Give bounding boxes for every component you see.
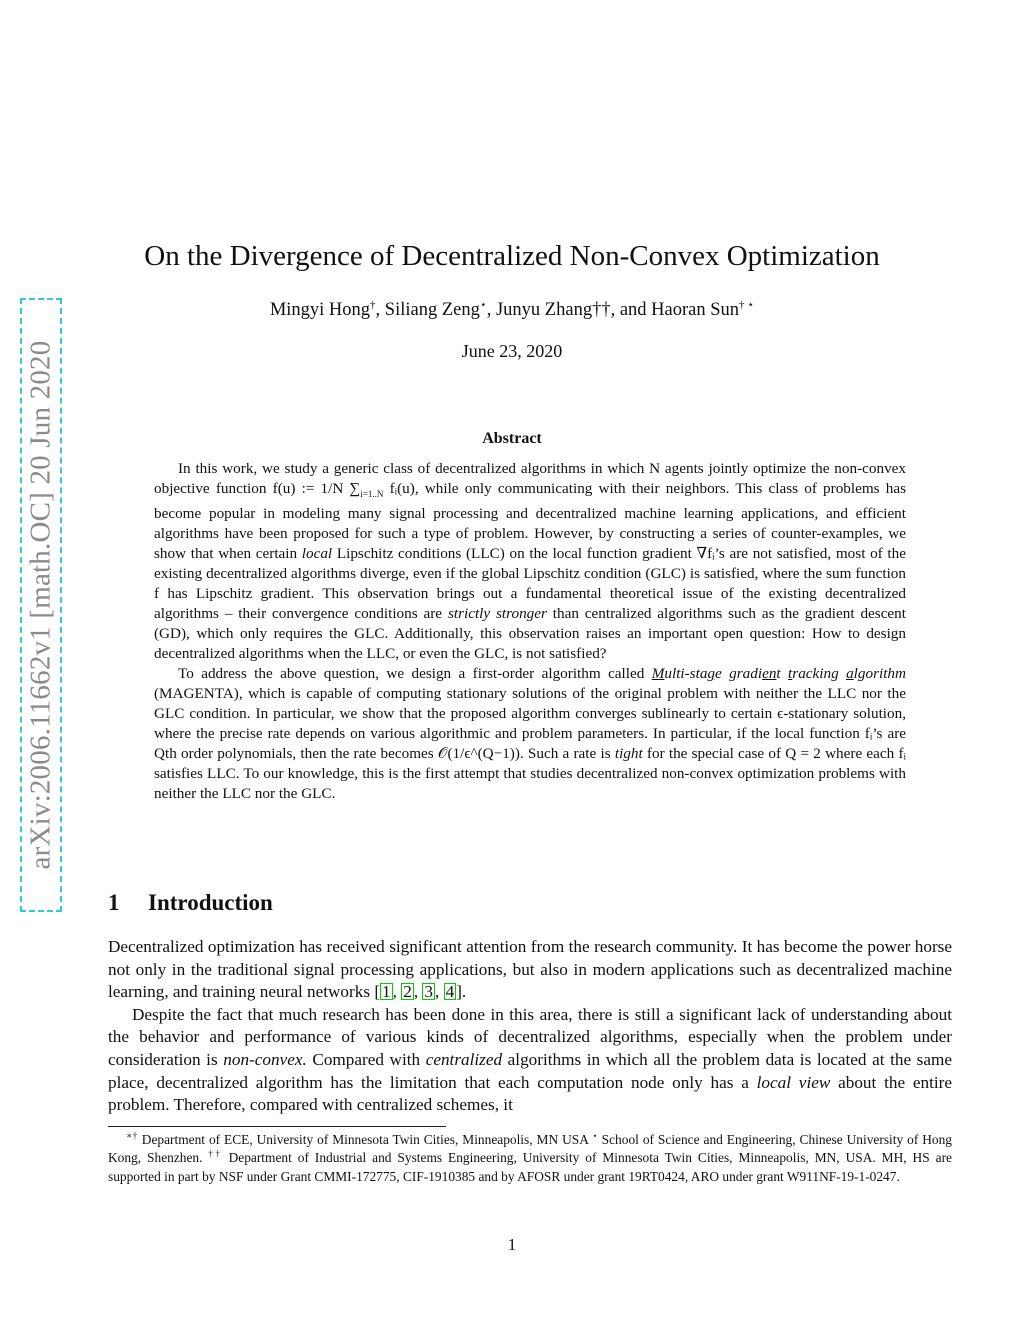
emphasis: tight xyxy=(614,745,643,763)
algorithm-name: Multi-stage gradient tracking algorithm xyxy=(651,665,906,683)
emphasis: local view xyxy=(756,1072,831,1092)
author-name: Siliang Zeng xyxy=(384,300,480,320)
footnote-mark: †† xyxy=(208,1148,223,1159)
citation-link[interactable]: 4 xyxy=(445,982,455,1002)
footnote: ∗† Department of ECE, University of Minnesota Twin Cities, Minneapolis, MN USA ⋆ School of Science and Engineering, Chinese University of Hong Kong, Shenzhen. †† Department of Industrial and Systems Engineering, University of Minnesota Twin Cities, Minneapolis, MN, USA. MH, HS are supported in part by NSF under Grant CMMI-172775, CIF-1910385 and by AFOSR under grant 19RT0424, ARO under grant W911NF-19-1-0247. xyxy=(108,1130,952,1184)
abstract-body xyxy=(154,459,906,804)
abstract-heading: Abstract xyxy=(482,430,542,447)
author-name: Mingyi Hong xyxy=(269,300,371,320)
paper-title: On the Divergence of Decentralized Non-Convex Optimization xyxy=(144,240,880,272)
citation-link[interactable]: 3 xyxy=(424,982,434,1002)
body-paragraph: Despite the fact that much research has been done in this area, there is still a significant lack of understanding about the behavior and performance of various kinds of decentralized algorithms, especially when the problem under consideration is non-convex. Compared with centralized algorithms in which all the problem data is located at the same place, decentralized algorithm has the limitation that each computation node only has a local view about the entire problem. Therefore, compared with centralized schemes, it xyxy=(108,1004,952,1115)
emphasis: centralized xyxy=(425,1049,503,1069)
introduction-body xyxy=(108,936,952,1117)
sum-limits: i=1..N xyxy=(360,489,384,500)
emphasis: non-convex. xyxy=(223,1049,307,1069)
emphasis: strictly stronger xyxy=(447,605,547,623)
section-heading xyxy=(108,890,273,916)
citation-link[interactable]: 2 xyxy=(403,982,412,1002)
affiliation-mark: † xyxy=(370,298,376,311)
abstract-paragraph: To address the above question, we design a first-order algorithm called Multi-stage gradient tracking algorithm (MAGENTA), which is capable of computing stationary solutions of the original problem with neither the LLC nor the GLC condition. In particular, we show that the proposed algorithm converges sublinearly to certain ϵ-stationary solution, where the precise rate depends on various algorithmic and problem parameters. In particular, if the local function fᵢ’s are Qth order polynomials, then the rate becomes 𝒪(1/ϵ^(Q−1)). Such a rate is tight for the special case of Q = 2 where each fᵢ satisfies LLC. To our knowledge, this is the first attempt that studies decentralized non-convex optimization problems with neither the LLC nor the GLC. xyxy=(154,665,906,803)
footnote-divider xyxy=(108,1126,446,1127)
section-title: Introduction xyxy=(148,890,273,915)
author-name: Junyu Zhang xyxy=(495,300,593,320)
citation-link[interactable]: 1 xyxy=(382,982,391,1002)
publication-date: June 23, 2020 xyxy=(461,341,563,361)
affiliation-mark: † ⋆ xyxy=(739,298,755,311)
emphasis: local xyxy=(301,545,333,563)
body-paragraph: Decentralized optimization has received significant attention from the research community. It has become the power horse not only in the traditional signal processing applications, but also in modern applications such as decentralized machine learning, and training neural networks [ 1 , 2 , 3 , 4 ]. xyxy=(108,937,952,1002)
footnote-mark: ⋆ xyxy=(592,1130,598,1141)
arxiv-stamp[interactable] xyxy=(20,298,62,912)
page-number: 1 xyxy=(507,1235,517,1254)
footnote-mark: ∗† xyxy=(126,1130,138,1141)
abstract-paragraph: In this work, we study a generic class of decentralized algorithms in which N agents jointly optimize the non-convex objective function f(u) := 1/N $\sum_{i=1..N}$ fᵢ(u), while only communicating with their neighbors. This class of problems has become popular in modeling many signal processing and decentralized machine learning applications, and efficient algorithms have been proposed for such a type of problem. However, by constructing a series of counter-examples, we show that when certain local Lipschitz conditions (LLC) on the local function gradient ∇fᵢ’s are not satisfied, most of the existing decentralized algorithms diverge, even if the global Lipschitz condition (GLC) is satisfied, where the sum function f has Lipschitz gradient. This observation brings out a fundamental theoretical issue of the existing decentralized algorithms – their convergence conditions are strictly stronger than centralized algorithms such as the gradient descent (GD), which only requires the GLC. Additionally, this observation raises an important open question: How to design decentralized algorithms when the LLC, or even the GLC, is not satisfied? xyxy=(154,460,906,663)
arxiv-identifier: arXiv:2006.11662v1 [math.OC] 20 Jun 2020 xyxy=(24,340,57,870)
affiliation-mark: ⋆ xyxy=(479,298,487,311)
affiliation-mark: †† xyxy=(592,300,611,320)
section-number: 1 xyxy=(108,890,120,915)
author-name: Haoran Sun xyxy=(651,300,740,320)
author-list: Mingyi Hong†, Siliang Zeng⋆, Junyu Zhang††, and Haoran Sun† ⋆ xyxy=(269,298,755,320)
